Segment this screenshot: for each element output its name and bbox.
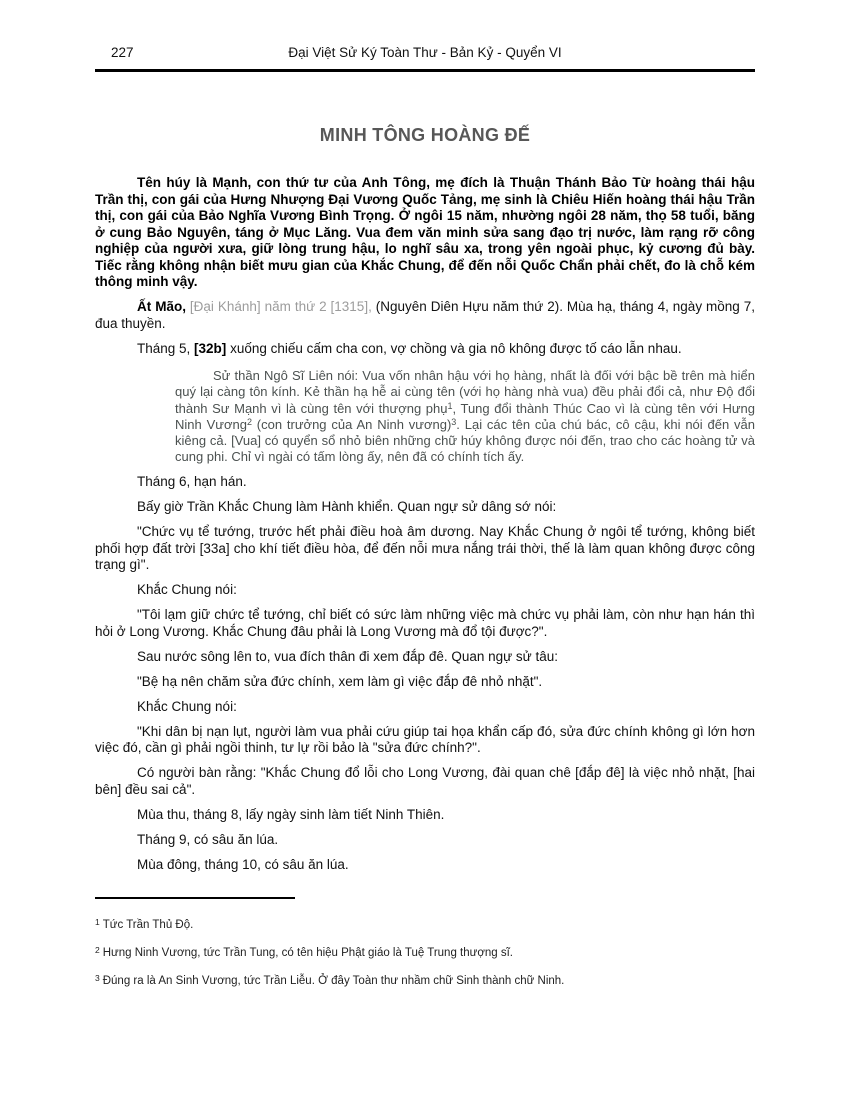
commentary-text-2: , Tung đổi thành Thúc Cao vì là cùng tên với Hưng Ninh Vương [175, 400, 756, 432]
body-paragraph: "Tôi lạm giữ chức tể tướng, chỉ biết có sức làm những việc mà chức vụ phải làm, còn như hạn hán thì hỏi ở Long Vương. Khắc Chung đâu phải là Long Vương mà đổ tội được?". [95, 607, 755, 639]
body-paragraph: Tháng 9, có sâu ăn lúa. [137, 831, 279, 847]
body-paragraph: Sau nước sông lên to, vua đích thân đi xem đắp đê. Quan ngự sử tâu: [137, 648, 558, 664]
folio-marker: [32b] [194, 340, 227, 356]
body-paragraph: "Bệ hạ nên chăm sửa đức chính, xem làm gì việc đắp đê nhỏ nhặt". [137, 673, 543, 689]
footnote-text: Đúng ra là An Sinh Vương, tức Trần Liễu. Ở đây Toàn thư nhầm chữ Sinh thành chữ Ninh. [102, 975, 565, 988]
intro-paragraph: Tên húy là Mạnh, con thứ tư của Anh Tông, mẹ đích là Thuận Thánh Bảo Từ hoàng thái hậu Trần thị, con gái của Hưng Nhượng Đại Vương Quốc Tảng, mẹ sinh là Chiêu Hiến hoàng thái hậu Trần thị, con gái của Bảo Nghĩa Vương Bình Trọng. Ở ngôi 15 năm, nhường ngôi 28 năm, thọ 58 tuổi, băng ở cung Bảo Nguyên, táng ở Mục Lăng. Vua đem văn minh sửa sang đạo trị nước, làm rạng rỡ công nghiệp của người xưa, giữ lòng trung hậu, lo nghĩ sâu xa, trong yên ngoài phục, kỷ cương đủ bày. Tiếc rằng không nhận biết mưu gian của Khắc Chung, để đến nỗi Quốc Chẩn phải chết, đo là chỗ kém thông minh vậy. [95, 175, 755, 289]
footnote-ref-2: 2 [246, 416, 252, 427]
paragraph-thang5 [95, 341, 755, 358]
footnote-ref-1: 1 [447, 400, 453, 411]
commentary-text-3: (con trưởng của An Ninh vương) [251, 416, 452, 432]
header-rule [95, 69, 755, 72]
thang5-text: xuống chiếu cấm cha con, vợ chồng và gia nô không được tố cáo lẫn nhau. [226, 340, 682, 356]
running-header-title: Đại Việt Sử Ký Toàn Thư - Bản Kỷ - Quyển VI [288, 45, 562, 60]
footnote-number: 2 [95, 945, 100, 956]
footnote-separator [95, 897, 295, 899]
editorial-note: [Đại Khánh] năm thứ 2 [1315], [189, 299, 376, 314]
footnote [95, 943, 755, 960]
page-title: MINH TÔNG HOÀNG ĐẾ [319, 125, 531, 145]
footnote-ref-3: 3 [451, 416, 457, 427]
footnote-text: Hưng Ninh Vương, tức Trần Tung, có tên hiệu Phật giáo là Tuệ Trung thượng sĩ. [102, 947, 514, 960]
body-paragraph: Bấy giờ Trần Khắc Chung làm Hành khiển. Quan ngự sử dâng sớ nói: [137, 499, 557, 515]
footnote-number: 1 [95, 917, 100, 928]
at-mao-text: (Nguyên Diên Hựu năm thứ 2). Mùa hạ, tháng 4, ngày mồng 7, đua thuyền. [95, 299, 755, 331]
footnote [95, 915, 755, 932]
body-paragraph: Tháng 6, hạn hán. [137, 474, 247, 490]
body-paragraph: Mùa đông, tháng 10, có sâu ăn lúa. [137, 856, 349, 872]
thang5-pre-text: Tháng 5, [137, 340, 195, 356]
body-paragraph: "Khi dân bị nạn lụt, người làm vua phải cứu giúp tai họa khẩn cấp đó, sửa đức chính không gì lớn hơn việc đó, cần gì phải ngồi thinh, tư lự rồi bảo là "sửa đức chính?". [95, 723, 755, 756]
historian-commentary [175, 368, 755, 466]
commentary-text-1: Sử thần Ngô Sĩ Liên nói: Vua vốn nhân hậu với họ hàng, nhất là đối với bậc bề trên mà hiển quý lại càng tôn kính. Kẻ thần hạ hễ ai cùng tên (với họ hàng nhà vua) đều phải đổi cả, như Độ đổi thành Sư Mạnh vì là cùng tên với thượng phụ [175, 368, 755, 416]
body-paragraph: Khắc Chung nói: [137, 698, 237, 714]
page-header [95, 45, 755, 63]
page-number: 227 [111, 45, 134, 60]
body-paragraph: Mùa thu, tháng 8, lấy ngày sinh làm tiết Ninh Thiên. [137, 806, 445, 822]
footnote [95, 971, 755, 988]
paragraph-at-mao [95, 299, 755, 332]
footnotes-section [95, 897, 755, 988]
body-paragraph: "Chức vụ tể tướng, trước hết phải điều hoà âm dương. Nay Khắc Chung ở ngôi tể tướng, không biết phối hợp đất trời [33a] cho khí tiết điều hòa, để đến nỗi mưa nắng trái thời, thế là làm quan không được công trạng gì". [95, 524, 755, 573]
commentary-text-4: . Lại các tên của chú bác, cô cậu, khi nói đến vẫn kiêng cả. [Vua] có quyển sổ nhỏ biên những chữ húy không được nói đến, trao cho các hoàng tử và cung phi. Chỉ vì ngài có tấm lòng ấy, nên đã có chính tích ấy. [175, 416, 755, 465]
era-name-label: Ất Mão, [137, 299, 190, 314]
body-paragraph: Khắc Chung nói: [137, 582, 237, 598]
footnote-number: 3 [95, 973, 100, 984]
body-paragraph: Có người bàn rằng: "Khắc Chung đổ lỗi cho Long Vương, đài quan chê [đắp đê] là việc nhỏ nhặt, [hai bên] đều sai cả". [95, 765, 755, 797]
footnote-text: Tức Trần Thủ Độ. [102, 919, 194, 932]
